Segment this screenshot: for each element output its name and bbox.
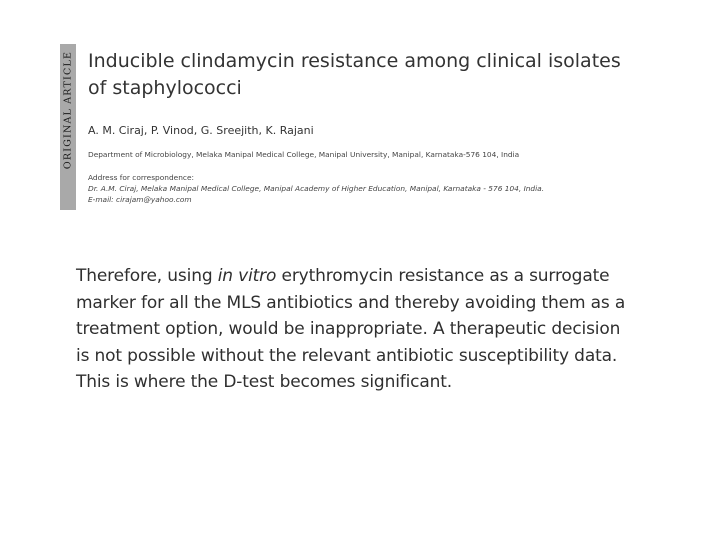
quote-line-1-end: erythromycin resistance as a surrogate [276,266,610,286]
article-type-label: ORIGINAL ARTICLE [62,50,74,170]
correspondence-email: E-mail: cirajam@yahoo.com [88,195,192,204]
article-type-band [60,44,76,210]
article-title-line-2: of staphylococci [88,77,242,99]
article-header-clipping [60,44,660,210]
quote-line-5: This is where the D-test becomes significant. [76,372,453,392]
correspondence-address: Dr. A.M. Ciraj, Melaka Manipal Medical College, Manipal Academy of Higher Education, Manipal, Karnataka - 576 104, India. [88,184,545,193]
quote-line-1 [76,263,656,290]
quote-line-2: marker for all the MLS antibiotics and thereby avoiding them as a [76,292,626,313]
article-authors: A. M. Ciraj, P. Vinod, G. Sreejith, K. Rajani [88,124,314,137]
article-type-label-wrap [60,44,76,176]
quote-line-1-start: Therefore, using [76,266,218,286]
quote-line-1-italic: in vitro [217,266,277,286]
quote-line-4: is not possible without the relevant antibiotic susceptibility data. [76,345,618,366]
quoted-paragraph [76,263,656,396]
article-title [88,48,660,102]
quote-line-3: treatment option, would be inappropriate. A therapeutic decision [76,319,621,339]
article-title-line-1: Inducible clindamycin resistance among clinical isolates [88,50,621,72]
article-affiliation: Department of Microbiology, Melaka Manipal Medical College, Manipal University, Manipal, Karnataka-576 104, India [88,150,520,159]
correspondence-heading: Address for correspondence: [88,173,194,182]
